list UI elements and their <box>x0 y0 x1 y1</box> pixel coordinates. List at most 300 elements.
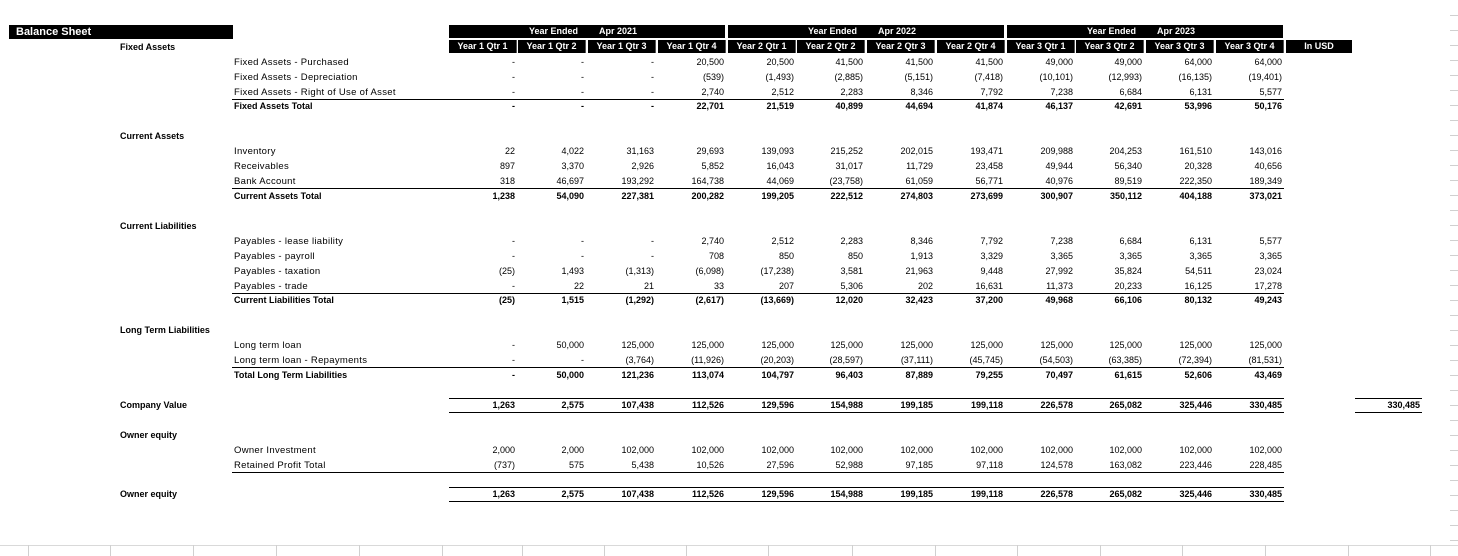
table-cell: 22 <box>504 146 515 156</box>
table-cell: 22 <box>573 281 584 291</box>
table-cell: 16,043 <box>766 161 794 171</box>
section-current-liabilities: Current Liabilities <box>120 221 197 231</box>
table-cell: 223,446 <box>1179 460 1212 470</box>
gridline-stub <box>1450 405 1458 406</box>
table-cell: 202,015 <box>900 146 933 156</box>
table-cell: 265,082 <box>1109 489 1142 499</box>
table-cell: 49,000 <box>1045 57 1073 67</box>
gridline-stub <box>1348 545 1349 556</box>
column-header: Year 1 Qtr 2 <box>518 40 586 53</box>
table-cell: 222,512 <box>830 191 863 201</box>
gridline-stub <box>604 545 605 556</box>
column-header: Year 3 Qtr 2 <box>1076 40 1144 53</box>
gridline-stub <box>1450 180 1458 181</box>
table-cell: 11,373 <box>1046 281 1073 291</box>
table-cell: (16,135) <box>1178 72 1212 82</box>
table-cell: 41,500 <box>975 57 1003 67</box>
table-cell: - <box>512 101 515 111</box>
row-border <box>449 412 1284 413</box>
table-cell: (11,926) <box>691 355 724 365</box>
table-cell: 49,000 <box>1114 57 1142 67</box>
table-cell: 49,243 <box>1254 295 1282 305</box>
section-current-assets: Current Assets <box>120 131 185 141</box>
table-cell: 31,163 <box>626 146 654 156</box>
table-cell: (2,885) <box>834 72 863 82</box>
header-group-2-month: Apr 2022 <box>878 26 917 36</box>
table-cell: 226,578 <box>1040 400 1073 410</box>
table-cell: 2,575 <box>561 489 584 499</box>
table-cell: 46,137 <box>1045 101 1073 111</box>
row-border <box>232 293 1284 294</box>
gridline-stub <box>1450 225 1458 226</box>
table-cell: (539) <box>702 72 724 82</box>
table-cell: 5,852 <box>701 161 724 171</box>
table-cell: 3,329 <box>980 251 1003 261</box>
table-cell: 64,000 <box>1184 57 1212 67</box>
table-cell: 9,448 <box>980 266 1003 276</box>
table-cell: (6,098) <box>695 266 724 276</box>
table-cell: 8,346 <box>910 236 933 246</box>
table-cell: 2,740 <box>701 236 724 246</box>
table-cell: 226,578 <box>1040 489 1073 499</box>
table-cell: - <box>512 355 515 365</box>
column-header: Year 3 Qtr 3 <box>1146 40 1214 53</box>
table-cell: (19,401) <box>1248 72 1282 82</box>
table-cell: (20,203) <box>760 355 794 365</box>
table-cell: - <box>512 281 515 291</box>
table-cell: 215,252 <box>830 146 863 156</box>
table-cell: (737) <box>493 460 515 470</box>
table-cell: 102,000 <box>970 445 1003 455</box>
table-cell: (1,493) <box>765 72 794 82</box>
table-cell: 6,131 <box>1189 236 1212 246</box>
table-cell: 20,500 <box>766 57 794 67</box>
header-group-3-year: Year Ended <box>1087 26 1137 36</box>
table-cell: 20,500 <box>696 57 724 67</box>
row-border <box>449 501 1284 502</box>
table-cell: 199,185 <box>900 400 933 410</box>
column-header: Year 3 Qtr 1 <box>1007 40 1075 53</box>
table-cell: 66,106 <box>1114 295 1142 305</box>
row-label: Fixed Assets Total <box>234 101 313 111</box>
table-cell: 37,200 <box>975 295 1003 305</box>
table-cell: 139,093 <box>761 146 794 156</box>
total-border <box>1355 412 1422 413</box>
table-cell: - <box>581 251 584 261</box>
gridline-stub <box>1450 525 1458 526</box>
table-cell: 2,740 <box>701 87 724 97</box>
table-cell: - <box>512 87 515 97</box>
table-cell: (54,503) <box>1039 355 1073 365</box>
gridline-stub <box>276 545 277 556</box>
table-cell: 3,370 <box>561 161 584 171</box>
table-cell: 96,403 <box>835 370 863 380</box>
gridline-stub <box>1450 360 1458 361</box>
table-cell: 40,899 <box>835 101 863 111</box>
table-cell: - <box>512 57 515 67</box>
table-cell: 52,988 <box>835 460 863 470</box>
table-cell: 325,446 <box>1179 489 1212 499</box>
row-label: Fixed Assets - Purchased <box>234 57 349 68</box>
row-label: Owner Investment <box>234 445 316 456</box>
row-label: Long term loan <box>234 340 302 351</box>
table-cell: 54,511 <box>1185 266 1212 276</box>
table-cell: 5,577 <box>1259 236 1282 246</box>
gridline-stub <box>1450 390 1458 391</box>
table-cell: 202 <box>917 281 933 291</box>
table-cell: 850 <box>778 251 794 261</box>
row-label: Payables - taxation <box>234 266 321 277</box>
gridline-stub <box>1450 375 1458 376</box>
table-cell: 41,500 <box>835 57 863 67</box>
gridline-stub <box>1450 165 1458 166</box>
table-cell: 10,526 <box>696 460 724 470</box>
table-cell: 2,000 <box>492 445 515 455</box>
section-fixed-assets: Fixed Assets <box>120 42 176 52</box>
header-group-2-year: Year Ended <box>808 26 858 36</box>
table-cell: (63,385) <box>1108 355 1142 365</box>
gridline-stub <box>1430 545 1431 556</box>
table-cell: (7,418) <box>974 72 1003 82</box>
table-cell: 200,282 <box>691 191 724 201</box>
table-cell: (28,597) <box>829 355 863 365</box>
column-header: Year 1 Qtr 4 <box>658 40 726 53</box>
table-cell: 54,090 <box>556 191 584 201</box>
table-cell: 107,438 <box>621 400 654 410</box>
table-cell: 3,581 <box>840 266 863 276</box>
table-cell: - <box>512 340 515 350</box>
gridline-stub <box>1450 420 1458 421</box>
table-cell: 2,575 <box>561 400 584 410</box>
gridline-stub <box>1100 545 1101 556</box>
row-label: Receivables <box>234 161 290 172</box>
row-label: Total Long Term Liabilities <box>234 370 348 380</box>
gridline-stub <box>522 545 523 556</box>
table-cell: - <box>651 101 654 111</box>
table-cell: 125,000 <box>1109 340 1142 350</box>
table-cell: (25) <box>498 295 515 305</box>
table-cell: - <box>512 236 515 246</box>
table-cell: 7,792 <box>980 236 1003 246</box>
column-header: Year 1 Qtr 3 <box>588 40 656 53</box>
table-cell: 2,000 <box>561 445 584 455</box>
table-cell: 7,792 <box>980 87 1003 97</box>
gridline-stub <box>1450 105 1458 106</box>
table-cell: 6,684 <box>1119 87 1142 97</box>
table-cell: 80,132 <box>1184 295 1212 305</box>
table-cell: - <box>651 72 654 82</box>
table-cell: - <box>581 236 584 246</box>
table-cell: 64,000 <box>1254 57 1282 67</box>
table-cell: 125,000 <box>830 340 863 350</box>
table-cell: 129,596 <box>761 489 794 499</box>
table-cell: 161,510 <box>1179 146 1212 156</box>
row-label: Payables - payroll <box>234 251 315 262</box>
table-cell: 189,349 <box>1249 176 1282 186</box>
row-border <box>449 487 1284 488</box>
table-cell: 41,874 <box>975 101 1003 111</box>
table-cell: 40,656 <box>1254 161 1282 171</box>
gridline-stub <box>1450 315 1458 316</box>
gridline-stub <box>1450 45 1458 46</box>
table-cell: 265,082 <box>1109 400 1142 410</box>
table-cell: 61,059 <box>905 176 933 186</box>
table-cell: 125,000 <box>621 340 654 350</box>
gridline-stub <box>1450 60 1458 61</box>
table-cell: 330,485 <box>1249 489 1282 499</box>
table-cell: 7,238 <box>1050 236 1073 246</box>
table-cell: 113,074 <box>691 370 724 380</box>
table-cell: 35,824 <box>1114 266 1142 276</box>
table-cell: 102,000 <box>1249 445 1282 455</box>
table-cell: 53,996 <box>1184 101 1212 111</box>
table-cell: 1,913 <box>910 251 933 261</box>
table-cell: 193,292 <box>621 176 654 186</box>
table-cell: 350,112 <box>1109 191 1142 201</box>
table-cell: 154,988 <box>830 489 863 499</box>
gridline-stub <box>686 545 687 556</box>
table-cell: 1,263 <box>492 489 515 499</box>
currency-header: In USD <box>1286 40 1352 53</box>
table-cell: - <box>581 355 584 365</box>
table-cell: 1,515 <box>561 295 584 305</box>
column-header: Year 1 Qtr 1 <box>449 40 517 53</box>
row-label: Long term loan - Repayments <box>234 355 368 366</box>
gridline-stub <box>1450 330 1458 331</box>
table-cell: 124,578 <box>1040 460 1073 470</box>
table-cell: 32,423 <box>905 295 933 305</box>
table-cell: - <box>512 251 515 261</box>
table-cell: 49,968 <box>1045 295 1073 305</box>
table-cell: (12,993) <box>1108 72 1142 82</box>
table-cell: (81,531) <box>1248 355 1282 365</box>
row-border <box>232 188 1284 189</box>
table-cell: 273,699 <box>970 191 1003 201</box>
table-cell: 1,493 <box>561 266 584 276</box>
column-header: Year 3 Qtr 4 <box>1216 40 1284 53</box>
table-cell: 193,471 <box>970 146 1003 156</box>
table-cell: 209,988 <box>1040 146 1073 156</box>
table-cell: 129,596 <box>761 400 794 410</box>
table-cell: 50,000 <box>556 340 584 350</box>
row-border <box>232 99 1284 100</box>
gridline-stub <box>1450 270 1458 271</box>
header-group-3-month: Apr 2023 <box>1157 26 1196 36</box>
table-cell: 5,577 <box>1259 87 1282 97</box>
gridline-stub <box>1450 345 1458 346</box>
table-cell: (13,669) <box>760 295 794 305</box>
table-cell: 199,185 <box>900 489 933 499</box>
gridline-stub <box>1450 300 1458 301</box>
column-header: Year 2 Qtr 1 <box>728 40 796 53</box>
table-cell: 56,771 <box>975 176 1003 186</box>
gridline-stub <box>1450 480 1458 481</box>
table-cell: 102,000 <box>621 445 654 455</box>
table-cell: 274,803 <box>900 191 933 201</box>
table-cell: - <box>651 87 654 97</box>
gridline-stub <box>1450 75 1458 76</box>
table-cell: 227,381 <box>621 191 654 201</box>
section-owner-equity: Owner equity <box>120 430 178 440</box>
table-cell: - <box>581 87 584 97</box>
column-header: Year 2 Qtr 2 <box>797 40 865 53</box>
gridline-stub <box>28 545 29 556</box>
table-cell: 1,263 <box>492 400 515 410</box>
row-label: Current Assets Total <box>234 191 322 201</box>
table-cell: 21,963 <box>905 266 933 276</box>
gridline-stub <box>442 545 443 556</box>
table-cell: - <box>651 57 654 67</box>
header-group-1 <box>449 25 725 38</box>
table-cell: 125,000 <box>970 340 1003 350</box>
row-label: Payables - lease liability <box>234 236 344 247</box>
table-cell: 199,118 <box>970 400 1003 410</box>
table-cell: 6,684 <box>1119 236 1142 246</box>
table-cell: 2,512 <box>771 236 794 246</box>
row-border <box>232 472 1284 473</box>
table-cell: 708 <box>708 251 724 261</box>
table-cell: 199,118 <box>970 489 1003 499</box>
header-group-2 <box>728 25 1004 38</box>
gridline-stub <box>1450 285 1458 286</box>
table-cell: 12,020 <box>835 295 863 305</box>
gridline-stub <box>1450 510 1458 511</box>
row-label: Bank Account <box>234 176 296 187</box>
table-cell: - <box>512 72 515 82</box>
table-cell: 31,017 <box>835 161 863 171</box>
table-cell: 102,000 <box>1040 445 1073 455</box>
gridline-stub <box>1450 495 1458 496</box>
table-cell: 850 <box>847 251 863 261</box>
table-cell: 1,238 <box>492 191 515 201</box>
table-cell: 23,024 <box>1254 266 1282 276</box>
table-cell: 318 <box>499 176 515 186</box>
table-cell: 17,278 <box>1254 281 1282 291</box>
table-cell: 3,365 <box>1259 251 1282 261</box>
header-group-1-year: Year Ended <box>529 26 579 36</box>
row-label: Fixed Assets - Right of Use of Asset <box>234 87 396 98</box>
gridline-stub <box>1450 15 1458 16</box>
gridline-stub <box>1450 210 1458 211</box>
table-cell: 7,238 <box>1050 87 1073 97</box>
table-cell: 154,988 <box>830 400 863 410</box>
gridline-stub <box>1450 135 1458 136</box>
row-border <box>232 367 1284 368</box>
table-cell: 125,000 <box>691 340 724 350</box>
table-cell: 87,889 <box>905 370 933 380</box>
table-cell: 102,000 <box>900 445 933 455</box>
table-cell: 204,253 <box>1109 146 1142 156</box>
table-cell: 42,691 <box>1114 101 1142 111</box>
table-cell: - <box>581 57 584 67</box>
gridline-stub <box>1017 545 1018 556</box>
table-cell: 20,233 <box>1114 281 1142 291</box>
table-cell: 44,694 <box>905 101 933 111</box>
section-owner-equity-total: Owner equity <box>120 489 178 499</box>
table-cell: - <box>651 236 654 246</box>
sheet-title: Balance Sheet <box>9 25 233 39</box>
table-cell: 5,306 <box>840 281 863 291</box>
table-cell: 29,693 <box>696 146 724 156</box>
table-cell: 89,519 <box>1114 176 1142 186</box>
table-cell: (1,292) <box>625 295 654 305</box>
gridline-stub <box>1450 240 1458 241</box>
table-cell: (10,101) <box>1039 72 1073 82</box>
table-cell: 79,255 <box>975 370 1003 380</box>
gridline-stub <box>1182 545 1183 556</box>
gridline-stub <box>110 545 111 556</box>
table-cell: (23,758) <box>829 176 863 186</box>
table-cell: 207 <box>778 281 794 291</box>
gridline-stub <box>1450 435 1458 436</box>
table-cell: 27,992 <box>1045 266 1073 276</box>
table-cell: 125,000 <box>900 340 933 350</box>
table-cell: 33 <box>713 281 724 291</box>
row-label: Current Liabilities Total <box>234 295 334 305</box>
row-label: Inventory <box>234 146 276 157</box>
gridline-stub <box>768 545 769 556</box>
table-cell: 8,346 <box>910 87 933 97</box>
section-company-value: Company Value <box>120 400 188 410</box>
table-cell: 102,000 <box>761 445 794 455</box>
table-cell: (5,151) <box>904 72 933 82</box>
table-cell: - <box>581 72 584 82</box>
table-cell: 228,485 <box>1249 460 1282 470</box>
table-cell: 23,458 <box>975 161 1003 171</box>
gridline-stub <box>935 545 936 556</box>
table-cell: 97,118 <box>976 460 1003 470</box>
table-cell: 56,340 <box>1114 161 1142 171</box>
gridline-stub <box>1450 30 1458 31</box>
table-cell: 107,438 <box>621 489 654 499</box>
table-cell: 102,000 <box>830 445 863 455</box>
table-cell: (72,394) <box>1178 355 1212 365</box>
table-cell: 2,512 <box>771 87 794 97</box>
header-group-1-month: Apr 2021 <box>599 26 638 36</box>
table-cell: 50,176 <box>1254 101 1282 111</box>
table-cell: 3,365 <box>1189 251 1212 261</box>
column-header: Year 2 Qtr 3 <box>867 40 935 53</box>
table-cell: 102,000 <box>1109 445 1142 455</box>
table-cell: 5,438 <box>631 460 654 470</box>
table-cell: 44,069 <box>766 176 794 186</box>
gridline-stub <box>1450 120 1458 121</box>
column-header: Year 2 Qtr 4 <box>937 40 1005 53</box>
table-cell: 2,283 <box>840 236 863 246</box>
table-cell: 300,907 <box>1040 191 1073 201</box>
table-cell: 325,446 <box>1179 400 1212 410</box>
table-cell: 3,365 <box>1119 251 1142 261</box>
table-cell: 102,000 <box>1179 445 1212 455</box>
table-cell: 49,944 <box>1045 161 1073 171</box>
table-cell: 330,485 <box>1249 400 1282 410</box>
table-cell: 40,976 <box>1045 176 1073 186</box>
sheet-bottom-gridline <box>0 545 1458 546</box>
row-label: Retained Profit Total <box>234 460 326 471</box>
table-cell: 125,000 <box>761 340 794 350</box>
table-cell: 20,328 <box>1184 161 1212 171</box>
table-cell: (17,238) <box>760 266 794 276</box>
table-cell: - <box>651 251 654 261</box>
gridline-stub <box>359 545 360 556</box>
table-cell: 3,365 <box>1050 251 1073 261</box>
table-cell: 11,729 <box>906 161 933 171</box>
table-cell: 404,188 <box>1179 191 1212 201</box>
gridline-stub <box>1450 465 1458 466</box>
table-cell: 575 <box>568 460 584 470</box>
table-cell: 21 <box>643 281 654 291</box>
gridline-stub <box>852 545 853 556</box>
